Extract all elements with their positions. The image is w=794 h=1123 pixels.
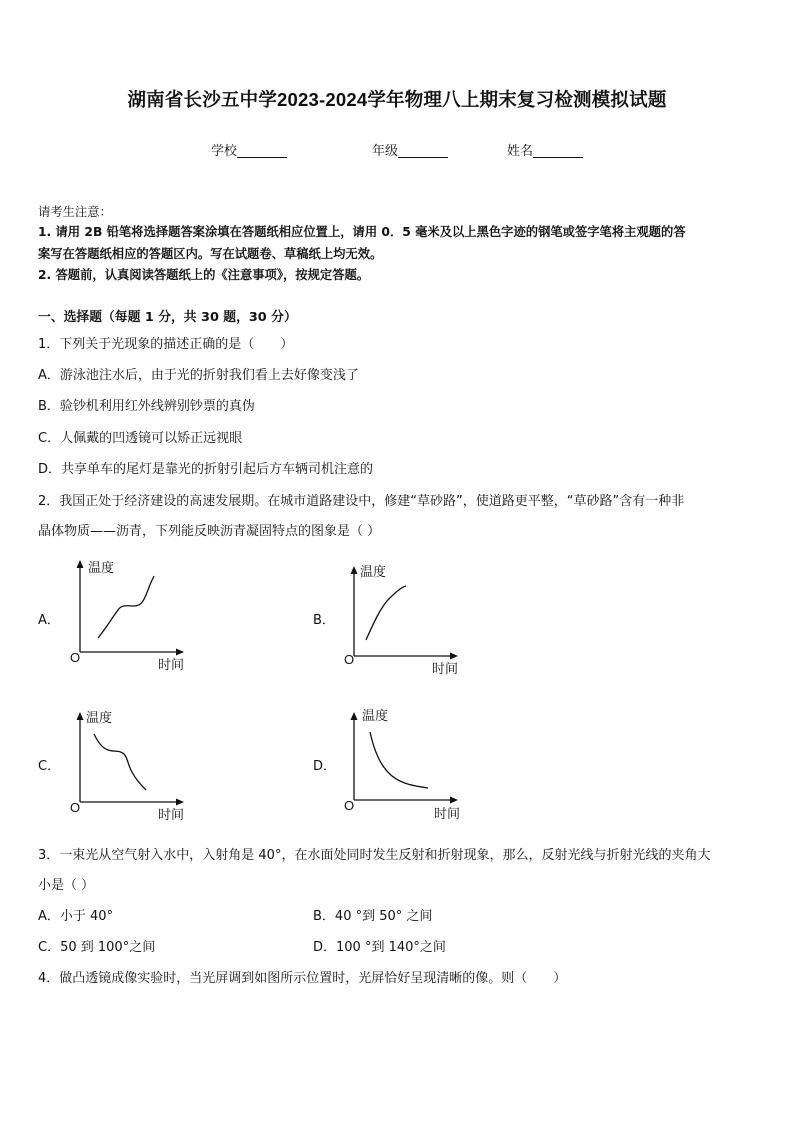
q1-option-c[interactable]: C．人佩戴的凹透镜可以矫正远视眼 <box>38 431 243 446</box>
q3-option-a[interactable]: A．小于 40° <box>38 909 114 924</box>
section-title: 一、选择题（每题 1 分，共 30 题，30 分） <box>38 310 297 325</box>
school-label: 学校 <box>211 144 238 159</box>
q1-stem: 1．下列关于光现象的描述正确的是（ ） <box>38 337 294 352</box>
x-axis-arrow-icon <box>176 649 184 656</box>
q2-stem-line-1: 2．我国正处于经济建设的高速发展期。在城市道路建设中，修建“草砂路”，使道路更平整，“草砂路”含有一种非 <box>38 494 685 509</box>
notice-item-1-line-2: 案写在答题纸相应的答题区内。写在试题卷、草稿纸上均无效。 <box>38 247 383 261</box>
curve-falling-plateau <box>94 734 146 790</box>
q2-stem-line-2: 晶体物质——沥青，下列能反映沥青凝固特点的图象是（ ） <box>38 524 381 539</box>
q2-option-d-label[interactable]: D． <box>313 759 337 774</box>
x-axis-arrow-icon <box>176 799 184 806</box>
q2-graph-a[interactable] <box>62 556 202 680</box>
grade-label: 年级 <box>372 144 399 159</box>
notice-item-1-line-1: 1. 请用 2B 铅笔将选择题答案涂填在答题纸相应位置上，请用 0．5 毫米及以上黑色字迹的钢笔或签字笔将主观题的答 <box>38 225 686 239</box>
q2-graph-d-xlabel: 时间 <box>434 807 461 822</box>
q2-graph-d-ylabel: 温度 <box>362 709 389 724</box>
notice-item-2: 2. 答题前，认真阅读答题纸上的《注意事项》，按规定答题。 <box>38 268 370 282</box>
q2-option-a-label[interactable]: A． <box>38 613 60 628</box>
school-blank[interactable] <box>237 143 287 158</box>
x-axis-arrow-icon <box>450 797 458 804</box>
q3-stem-line-2: 小是（ ） <box>38 878 95 893</box>
curve-falling <box>370 732 428 788</box>
q2-graph-d[interactable] <box>336 706 476 830</box>
q1-option-b[interactable]: B．验钞机利用红外线辨别钞票的真伪 <box>38 399 255 414</box>
q2-option-b-label[interactable]: B． <box>313 613 335 628</box>
q2-graph-a-ylabel: 温度 <box>88 561 115 576</box>
y-axis-arrow-icon <box>351 712 358 720</box>
name-blank[interactable] <box>533 143 583 158</box>
q2-graph-c-ylabel: 温度 <box>86 711 113 726</box>
q3-option-d[interactable]: D．100 °到 140°之间 <box>313 940 446 955</box>
curve-rising-plateau <box>98 576 154 638</box>
q2-graph-b-xlabel: 时间 <box>432 662 459 677</box>
x-axis-arrow-icon <box>450 653 458 660</box>
q4-stem: 4．做凸透镜成像实验时，当光屏调到如图所示位置时，光屏恰好呈现清晰的像。则（ ） <box>38 971 567 986</box>
q3-stem-line-1: 3．一束光从空气射入水中，入射角是 40°，在水面处同时发生反射和折射现象，那么，反射光线与折射光线的夹角大 <box>38 848 711 863</box>
q2-graph-b[interactable] <box>336 560 476 684</box>
q3-option-c[interactable]: C．50 到 100°之间 <box>38 940 156 955</box>
q2-graph-a-xlabel: 时间 <box>158 658 185 673</box>
name-field[interactable] <box>507 140 583 159</box>
grade-field[interactable] <box>372 140 448 159</box>
q3-option-b[interactable]: B．40 °到 50° 之间 <box>313 909 433 924</box>
name-label: 姓名 <box>507 144 534 159</box>
q1-option-d[interactable]: D．共享单车的尾灯是靠光的折射引起后方车辆司机注意的 <box>38 462 374 477</box>
school-field[interactable] <box>211 140 287 159</box>
q2-graph-c[interactable] <box>62 706 202 830</box>
q1-option-a[interactable]: A．游泳池注水后，由于光的折射我们看上去好像变浅了 <box>38 368 359 383</box>
q2-graph-b-ylabel: 温度 <box>360 565 387 580</box>
q2-graph-c-origin: O <box>70 800 81 815</box>
notice-heading: 请考生注意： <box>38 205 112 219</box>
y-axis-arrow-icon <box>77 560 84 568</box>
q2-graph-a-origin: O <box>70 650 81 665</box>
grade-blank[interactable] <box>398 143 448 158</box>
q2-graph-b-origin: O <box>344 652 355 667</box>
curve-rising <box>366 586 406 640</box>
y-axis-arrow-icon <box>77 712 84 720</box>
q2-option-c-label[interactable]: C． <box>38 759 61 774</box>
q2-graph-c-xlabel: 时间 <box>158 808 185 823</box>
q2-graph-d-origin: O <box>344 798 355 813</box>
y-axis-arrow-icon <box>351 566 358 574</box>
page-title: 湖南省长沙五中学2023-2024学年物理八上期末复习检测模拟试题 <box>127 89 667 110</box>
